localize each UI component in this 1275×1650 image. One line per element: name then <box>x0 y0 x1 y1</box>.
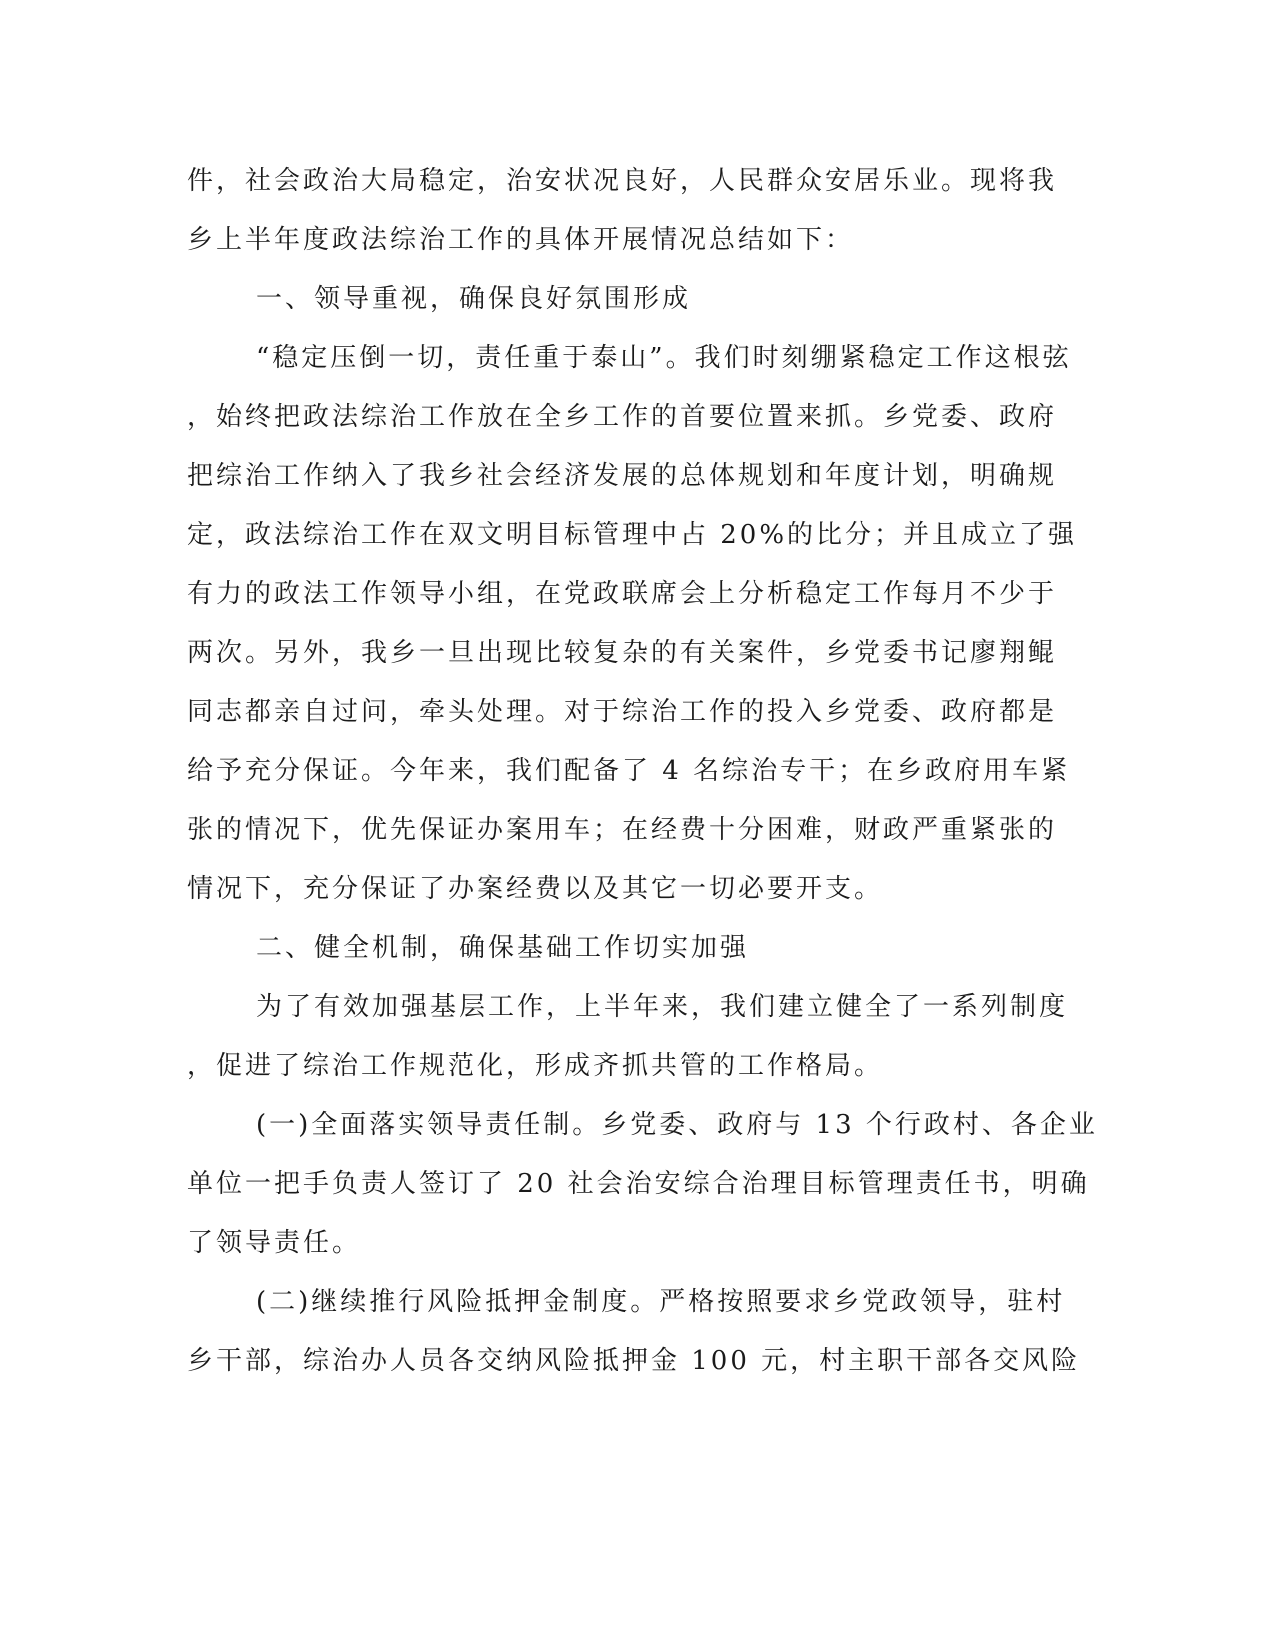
body-text-line: 情况下，充分保证了办案经费以及其它一切必要开支。 <box>187 874 884 904</box>
body-text-line: 为了有效加强基层工作，上半年来，我们建立健全了一系列制度 <box>256 992 1069 1022</box>
body-text-line: 定，政法综治工作在双文明目标管理中占 20%的比分；并且成立了强 <box>187 520 1078 550</box>
body-text-line: (二)继续推行风险抵押金制度。严格按照要求乡党政领导，驻村 <box>256 1287 1066 1317</box>
body-text-line: (一)全面落实领导责任制。乡党委、政府与 13 个行政村、各企业 <box>256 1110 1098 1140</box>
body-text-line: 单位一把手负责人签订了 20 社会治安综合治理目标管理责任书，明确 <box>187 1169 1090 1199</box>
section-heading-2: 二、健全机制，确保基础工作切实加强 <box>256 933 750 963</box>
body-text-line: 乡上半年度政法综治工作的具体开展情况总结如下： <box>187 225 855 255</box>
section-heading-1: 一、领导重视，确保良好氛围形成 <box>256 284 692 314</box>
body-text-line: 有力的政法工作领导小组，在党政联席会上分析稳定工作每月不少于 <box>187 579 1058 609</box>
body-text-line: ，始终把政法综治工作放在全乡工作的首要位置来抓。乡党委、政府 <box>187 402 1058 432</box>
body-text-line: “稳定压倒一切，责任重于泰山”。我们时刻绷紧稳定工作这根弦 <box>256 343 1072 373</box>
body-text-line: 件，社会政治大局稳定，治安状况良好，人民群众安居乐业。现将我 <box>187 166 1058 196</box>
body-text-line: 张的情况下，优先保证办案用车；在经费十分困难，财政严重紧张的 <box>187 815 1058 845</box>
body-text-line: 了领导责任。 <box>187 1228 362 1258</box>
body-text-line: 两次。另外，我乡一旦出现比较复杂的有关案件，乡党委书记廖翔鲲 <box>187 638 1058 668</box>
body-text-line: 把综治工作纳入了我乡社会经济发展的总体规划和年度计划，明确规 <box>187 461 1058 491</box>
body-text-line: ，促进了综治工作规范化，形成齐抓共管的工作格局。 <box>187 1051 884 1081</box>
body-text-line: 给予充分保证。今年来，我们配备了 4 名综治专干；在乡政府用车紧 <box>187 756 1071 786</box>
body-text-line: 同志都亲自过问，牵头处理。对于综治工作的投入乡党委、政府都是 <box>187 697 1058 727</box>
body-text-line: 乡干部，综治办人员各交纳风险抵押金 100 元，村主职干部各交风险 <box>187 1346 1081 1376</box>
